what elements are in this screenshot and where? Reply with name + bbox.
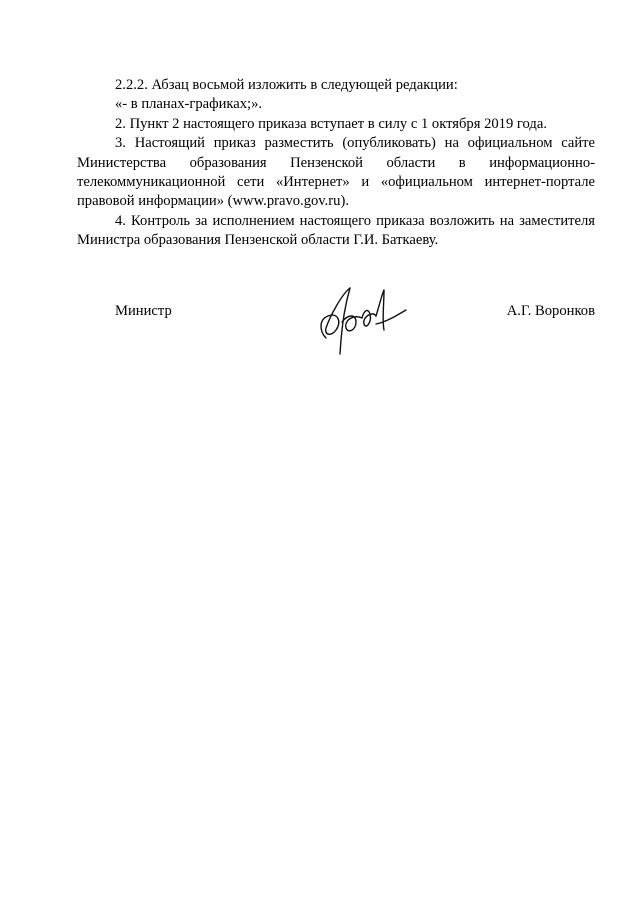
signatory-name: А.Г. Воронков (506, 303, 595, 319)
paragraph-4: 4. Контроль за исполнением настоящего приказа возложить на заместителя Министра образования Пензенской области Г.И. Баткаеву. (77, 212, 595, 249)
paragraph-2-2-2: 2.2.2. Абзац восьмой изложить в следующей редакции: (115, 77, 458, 93)
document-body (77, 76, 595, 251)
paragraph-3: 3. Настоящий приказ разместить (опубликовать) на официальном сайте Министерства образования Пензенской области в информационно-телекоммуникационной сети «Интернет» и «официальном интернет-портале правовой информации» (www.pravo.gov.ru). (77, 135, 595, 210)
handwritten-signature (306, 280, 410, 356)
signatory-title: Министр (115, 303, 172, 319)
paragraph-2: 2. Пункт 2 настоящего приказа вступает в силу с 1 октября 2019 года. (115, 115, 547, 132)
paragraph-quote: «- в планах-графиках;». (115, 96, 263, 113)
